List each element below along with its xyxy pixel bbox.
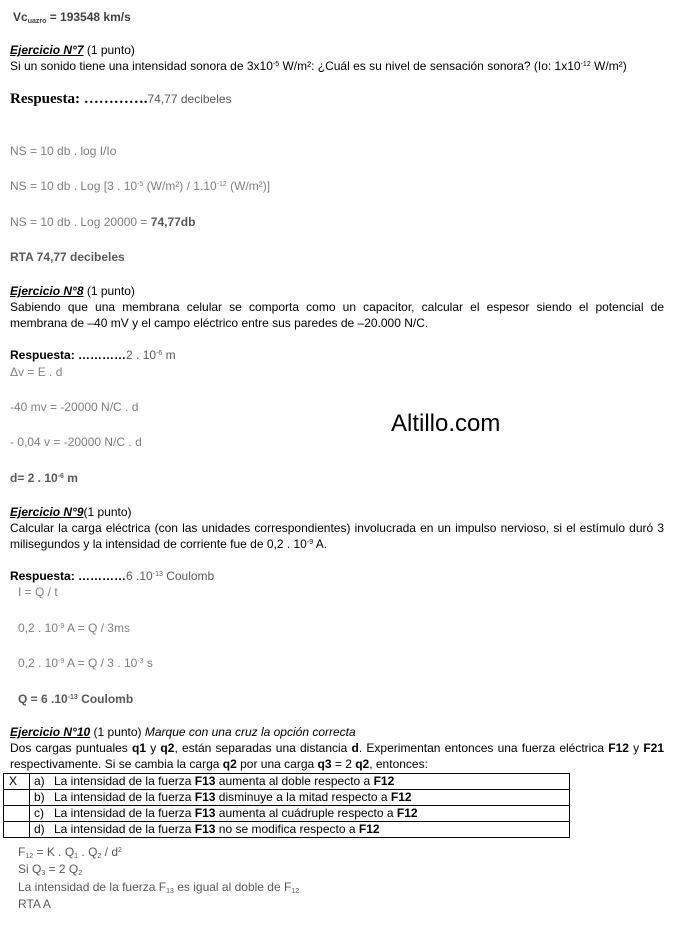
ex9-result: Q = 6 $.10^{-13}$ Coulomb [18,692,134,706]
ex9-heading: Ejercicio N°9(1 punto) [10,505,132,519]
option-row-a[interactable]: X a) La intensidad de la fuerza F13 aumenta al doble respecto a F12 [4,774,570,790]
ex8-step1: Δv = E . d [10,365,63,379]
ex9-question-line2: milisegundos y la intensidad de corriente fue de 0,2 . $10^{-9}$ A. [10,537,328,551]
ex10-rta: RTA A [18,897,51,911]
ex10-question-line2: respectivamente. Si se cambia la carga q2 por una carga q3 = 2 q2, entonces: [10,757,428,771]
ex10-solution-conclusion: La intensidad de la fuerza $F_{13}$ es igual al doble de $F_{12}$ [18,880,300,895]
ex8-heading: Ejercicio N°8 (1 punto) [10,284,135,298]
ex8-result: d= 2 . $10^{-6}$ m [10,471,78,485]
ex8-title: Ejercicio N°8 [10,284,84,298]
options-table [3,773,570,838]
option-row-b[interactable]: b) La intensidad de la fuerza F13 disminuye a la mitad respecto a F12 [4,790,570,806]
ex8-question-line1: Sabiendo que una membrana celular se comporta como un capacitor, calcular el espesor siendo el potencial de [10,300,664,314]
ex9-answer: Respuesta: …………6 $.10^{-13}$ Coulomb [10,569,215,583]
ex8-question-line2: membrana de –40 mV y el campo eléctrico entre sus paredes de –20.000 N/C. [10,316,429,330]
ex8-answer: Respuesta: …………2 . $10^{-6}$ m [10,348,176,362]
option-mark-cell[interactable] [4,822,30,838]
ex7-rta: RTA 74,77 decibeles [10,250,125,264]
ex9-step1: I = Q / t [18,585,58,599]
ex7-title: Ejercicio N°7 [10,43,84,57]
ex8-step2: -40 mv = -20000 N/C . d [10,400,139,414]
ex10-heading: Ejercicio N°10 (1 punto) Marque con una cruz la opción correcta [10,725,356,739]
ex7-answer: Respuesta: ………….74,77 decibeles [10,91,232,107]
ex7-step1: NS = 10 db . log I/Io [10,144,117,158]
ex7-question: Si un sonido tiene una intensidad sonora de $3x10^{-5}$ W/m²: ¿Cuál es su nivel de sensación sonora? (Io: $1x10^{-12}$ W/m²) [10,59,627,73]
vc-line: $Vc_{uazro} = 193548$ km/s [13,10,131,25]
option-row-c[interactable]: c) La intensidad de la fuerza F13 aumenta al cuádruple respecto a F12 [4,806,570,822]
option-mark-cell[interactable]: X [4,774,30,790]
ex9-question-line1: Calcular la carga eléctrica (con las unidades correspondientes) involucrada en un impulso nervioso, si el estímulo duró 3 [10,521,664,535]
ex10-title: Ejercicio N°10 [10,725,91,739]
ex7-step3: NS = 10 db . Log 20000 = 74,77db [10,215,196,229]
ex10-solution-formula: $F_{12} = K$ . $Q_1$ . $Q_2 / d^2$ [18,845,122,860]
ex7-heading: Ejercicio N°7 (1 punto) [10,43,135,57]
watermark-altillo: Altillo.com [391,410,501,437]
option-mark-cell[interactable] [4,806,30,822]
option-row-d[interactable]: d) La intensidad de la fuerza F13 no se modifica respecto a F12 [4,822,570,838]
ex8-step3: - 0,04 v = -20000 N/C . d [10,435,142,449]
ex10-question-line1: Dos cargas puntuales q1 y q2, están separadas una distancia d. Experimentan entonces una fuerza eléctrica F12 y F21 [10,741,665,755]
ex10-solution-q3: Si $Q_3 = 2$ $Q_2$ [18,862,83,877]
ex9-step3: 0,2 . $10^{-9}$ A = Q / 3 . $10^{-3}$ s [18,656,153,670]
option-mark-cell[interactable] [4,790,30,806]
ex9-step2: 0,2 . $10^{-9}$ A = Q / 3ms [18,621,130,635]
ex7-step2: NS = 10 db . Log [3 . $10^{-5}$ $(W/m^2) / 1.10^{-12}$ (W/m²)] [10,179,271,193]
ex9-title: Ejercicio N°9 [10,505,84,519]
